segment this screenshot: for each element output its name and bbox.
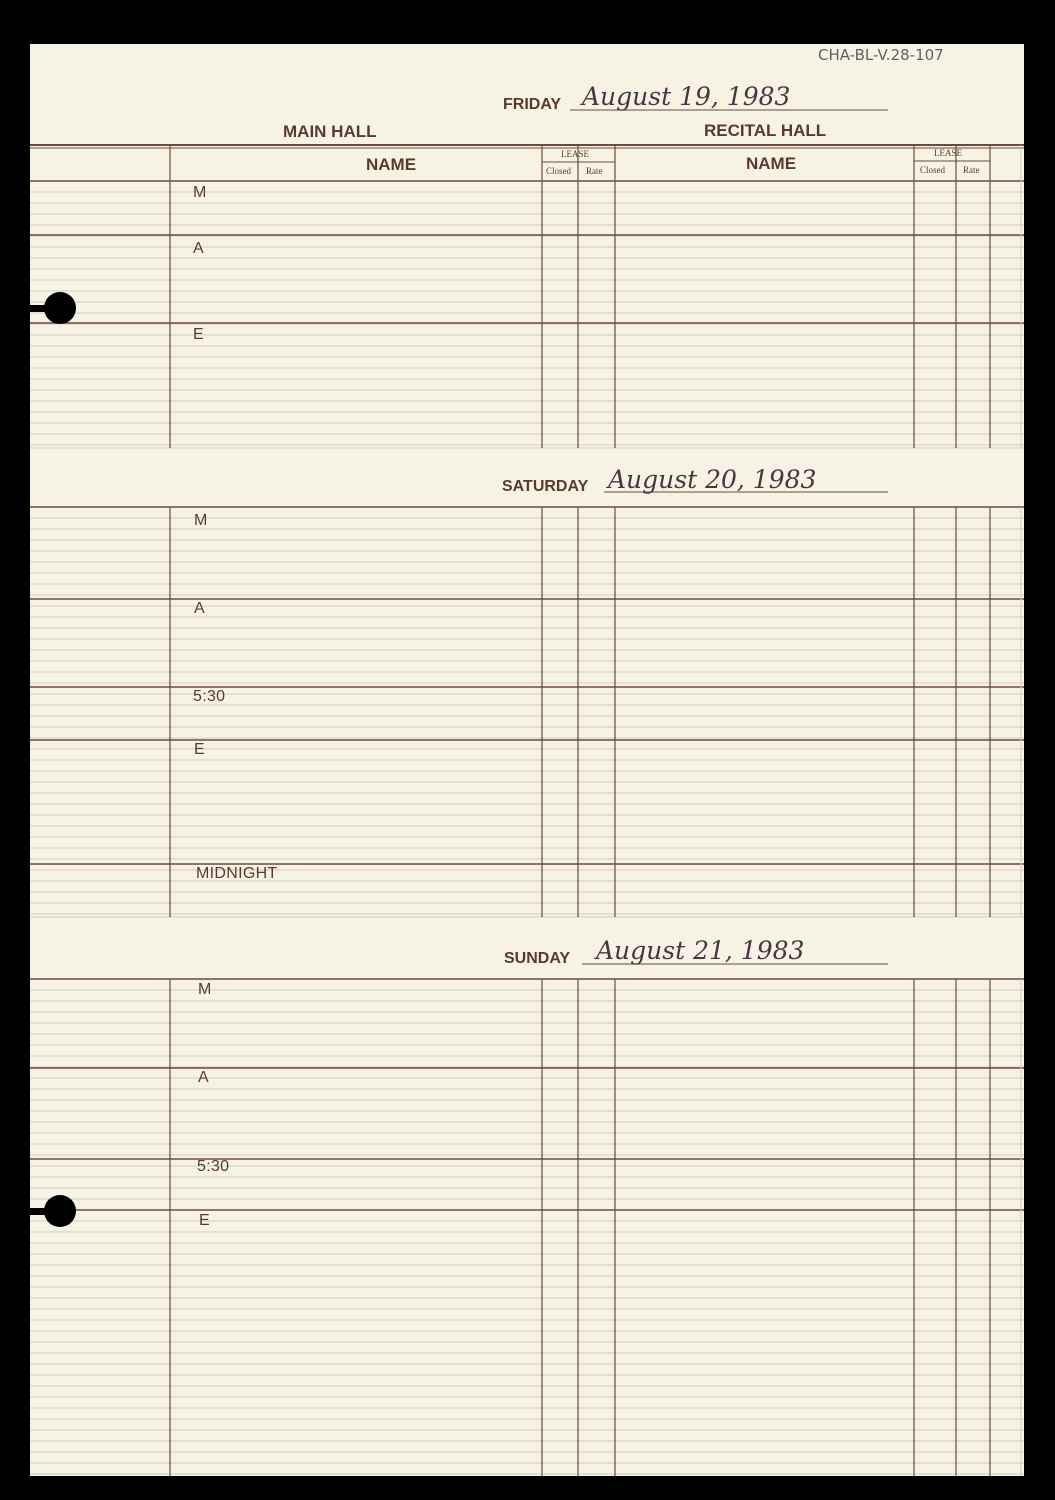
sunday-label: SUNDAY [504,950,571,967]
sunday-row-a: A [198,1069,209,1086]
saturday-row-a: A [194,600,205,617]
saturday-row-e: E [194,741,205,758]
saturday-date: August 20, 1983 [608,465,817,494]
recital-lease-header: LEASE [934,148,962,158]
friday-row-a: A [193,240,204,257]
friday-row-e: E [193,326,204,343]
document-id: CHA-BL-V.28-107 [818,46,944,64]
main-hall-heading: MAIN HALL [283,122,377,141]
recital-closed-header: Closed [920,165,946,175]
main-closed-header: Closed [546,166,572,176]
recital-rate-header: Rate [963,165,980,175]
sunday-date: August 21, 1983 [596,936,805,965]
ledger-sheet [30,44,1024,1476]
recital-hall-heading: RECITAL HALL [704,121,827,140]
saturday-row-m: M [194,512,208,529]
sunday-row-m: M [198,981,212,998]
friday-row-m: M [193,184,207,201]
recital-name-header: NAME [746,154,797,173]
friday-label: FRIDAY [503,96,562,113]
main-name-header: NAME [366,155,417,174]
main-lease-header: LEASE [561,149,589,159]
saturday-row-midnight: MIDNIGHT [196,865,278,882]
sunday-row-e: E [199,1212,210,1229]
friday-date: August 19, 1983 [582,82,791,111]
main-rate-header: Rate [586,166,603,176]
punch-slot-top [30,305,52,312]
saturday-row-530: 5:30 [193,688,226,705]
ruled-lines [30,44,1024,1476]
saturday-label: SATURDAY [502,478,589,495]
sunday-row-530: 5:30 [197,1158,230,1175]
punch-slot-bottom [30,1208,52,1215]
